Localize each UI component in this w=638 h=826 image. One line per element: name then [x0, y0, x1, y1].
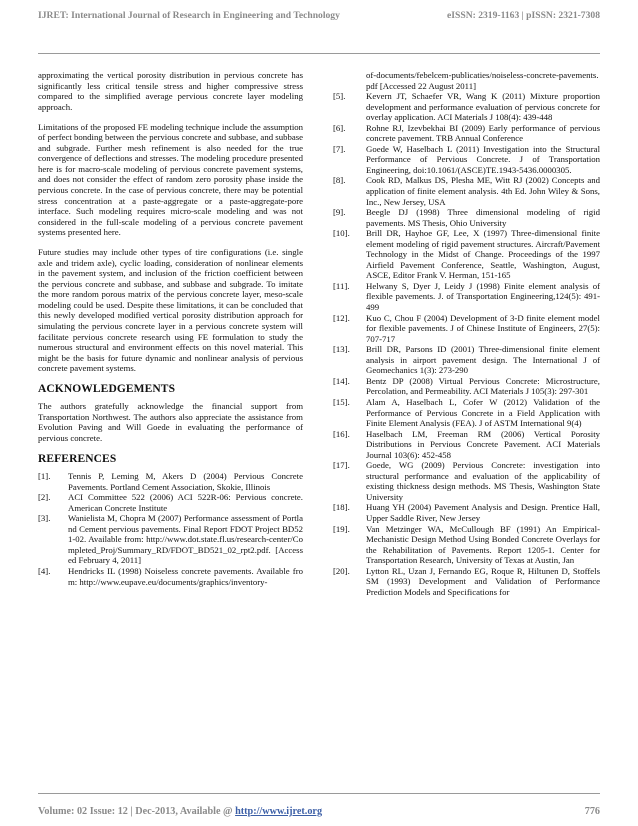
- reference-number: [20].: [333, 565, 350, 576]
- reference-item: [333, 566, 600, 598]
- reference-text: Lytton RL, Uzan J, Fernando EG, Roque R, Hiltunen D, Stoffels SM (1993) Development and Validation of Performance Prediction Models and Specifications for: [366, 565, 600, 597]
- page-header: [38, 10, 600, 21]
- reference-continuation: of-documents/febelcem-publicaties/noiseless-concrete-pavements.pdf [Accessed 22 August 2011]: [366, 70, 599, 91]
- reference-number: [17].: [333, 460, 350, 471]
- reference-text: Alam A, Haselbach L, Cofer W (2012) Validation of the Performance of Pervious Concrete in a Field Application with Finite Element Analysis (FEA). J of ASTM International 9(4): [366, 396, 600, 429]
- reference-text: Goede, WG (2009) Pervious Concrete: investigation into structural performance and evaluation of the applicability of existing thickness design methods. MS Thesis, Washington State University: [366, 460, 600, 502]
- reference-item: [333, 281, 600, 313]
- reference-number: [18].: [333, 502, 350, 513]
- acknowledgements-heading: ACKNOWLEDGEMENTS: [38, 382, 176, 395]
- reference-number: [14].: [333, 375, 350, 386]
- reference-text: Brill DR, Hayhoe GF, Lee, X (1997) Three-dimensional finite element modeling of rigid pavement structures. Aircraft/Pavement Technology in the Midst of Change. Proceedings of the 1997 Airfield Pavement Conference, Seattle, Washington, August, ASCE, Editor Frank V. Herman, 151-165: [366, 228, 600, 281]
- reference-text: Kuo C, Chou F (2004) Development of 3-D finite element model for flexible pavements. J of Chinese Institute of Engineers, 27(5): 707-717: [366, 312, 600, 344]
- reference-item: [333, 524, 600, 566]
- references-heading: REFERENCES: [38, 452, 117, 465]
- reference-text: Helwany S, Dyer J, Leidy J (1998) Finite element analysis of flexible pavements. J. of Transportation Engineering,124(5): 491-499: [366, 280, 600, 313]
- reference-number: [11].: [333, 280, 350, 291]
- reference-number: [10].: [333, 228, 350, 239]
- reference-number: [6].: [333, 122, 346, 133]
- page-footer: [38, 806, 600, 817]
- reference-item: [333, 123, 600, 144]
- paragraph-3: Future studies may include other types of tire configurations (i.e. single axle and tridem axle), cyclic loading, consideration of nonlinear elements in the pavement system, and inclusion of the friction coefficient between the pervious concrete and subbase, and subbase and subgrade. To imitate the more random porous matrix of the pervious concrete layer, meso-scale modeling could be used. Despite these limitations, it can be concluded that this newly developed modified vertical porosity distribution approach for simulating the pervious concrete layer in a pervious concrete system will facilitate pervious concrete research using FE formulation to study the numerous structural and environment effects on this novel material. This might be the basis for future dynamic and nonlinear analysis of pervious concrete pavement systems.: [38, 247, 303, 374]
- reference-number: [4].: [38, 565, 51, 576]
- reference-item: [333, 175, 600, 207]
- reference-item: [38, 513, 303, 566]
- reference-item: [333, 460, 600, 502]
- reference-text: Kevern JT, Schaefer VR, Wang K (2011) Mixture proportion development and performance evaluation of pervious concrete for overlay application. ACI Materials J 108(4): 439-448: [366, 91, 600, 123]
- reference-text: Cook RD, Malkus DS, Plesha ME, Witt RJ (2002) Concepts and application of finite element analysis. 4th Ed. John Wiley & Sons, Inc., New Jersey, USA: [366, 175, 600, 207]
- reference-item: [333, 207, 600, 228]
- reference-item: [333, 313, 600, 345]
- acknowledgements-text: The authors gratefully acknowledge the financial support from Transportation Northwest. The authors also appreciate the assistance from Evolution Paving and Will Goede in evaluating the performance of pervious concrete.: [38, 401, 303, 443]
- reference-number: [7].: [333, 143, 346, 154]
- footer-rule: [38, 793, 600, 794]
- reference-number: [15].: [333, 396, 350, 407]
- reference-text: Brill DR, Parsons ID (2001) Three-dimensional finite element analysis in airport pavement design. The International J of Geomechanics 1(3): 273-290: [366, 344, 600, 376]
- reference-text: Huang YH (2004) Pavement Analysis and Design. Prentice Hall, Upper Saddle River, New Jersey: [366, 502, 600, 523]
- reference-number: [3].: [38, 513, 51, 524]
- journal-title: IJRET: International Journal of Research in Engineering and Technology: [38, 10, 340, 21]
- reference-number: [12].: [333, 312, 350, 323]
- reference-text: Haselbach LM, Freeman RM (2006) Vertical Porosity Distributions in Pervious Concrete Pavement. ACI Materials Journal 103(6): 452-458: [366, 428, 600, 460]
- reference-item: [333, 228, 600, 281]
- reference-text: ACI Committee 522 (2006) ACI 522R-06: Pervious concrete. American Concrete Institute: [68, 492, 303, 513]
- reference-text: Tennis P, Leming M, Akers D (2004) Pervious Concrete Pavements. Portland Cement Association, Skokie, Illinois: [68, 471, 303, 492]
- reference-text: Beegle DJ (1998) Three dimensional modeling of rigid pavements. MS Thesis, Ohio University: [366, 207, 600, 228]
- reference-item: [333, 397, 600, 429]
- reference-number: [5].: [333, 91, 346, 102]
- reference-text: Bentz DP (2008) Virtual Pervious Concrete: Microstructure, Percolation, and Permeability. ACI Materials J 105(3): 297-301: [366, 375, 600, 397]
- page-number: 776: [584, 806, 600, 817]
- reference-number: [13].: [333, 344, 350, 355]
- left-column: [38, 70, 303, 587]
- reference-item: [333, 502, 600, 523]
- header-rule: [38, 53, 600, 54]
- reference-item: [333, 344, 600, 376]
- reference-text: Rohne RJ, Izevbekhai BI (2009) Early performance of pervious concrete pavement. TRB Annual Conference: [366, 122, 600, 144]
- reference-text: Van Metzinger WA, McCullough BF (1991) An Empirical-Mechanistic Design Method Using Bonded Concrete Overlays for the Rehabilitation of Pavements. Report 1205-1. Center for Transportation Research, University of Texas at Austin, Jan: [366, 523, 600, 566]
- reference-list-right: [333, 91, 600, 597]
- reference-number: [19].: [333, 523, 350, 534]
- paragraph-1: approximating the vertical porosity distribution in pervious concrete has significantly less critical tensile stress and higher compressive stress compared to the simplified average pervious concrete layer modeling approach.: [38, 70, 303, 112]
- reference-list-left: [38, 471, 303, 587]
- journal-link[interactable]: http://www.ijret.org: [235, 806, 323, 817]
- reference-number: [1].: [38, 471, 51, 482]
- reference-item: [333, 144, 600, 176]
- reference-number: [16].: [333, 428, 350, 439]
- reference-item: [333, 376, 600, 397]
- reference-text: Goede W, Haselbach L (2011) Investigation into the Structural Performance of Pervious Concrete. J of Transportation Engineering, doi:10.1061/(ASCE)TE.1943-5436.0000305.: [366, 143, 600, 175]
- reference-text: Wanielista M, Chopra M (2007) Performance assessment of Portland Cement pervious pavements. Final Report FDOT Project BD521-02. Available from: http://www.dot.state.fl.us/research-center/Completed_Proj/Summary_RD/FDOT_BD521_02_rpt2.pdf. [Accessed February 4, 2011]: [68, 513, 303, 566]
- reference-number: [8].: [333, 175, 346, 186]
- reference-text: Hendricks IL (1998) Noiseless concrete pavements. Available from: http://www.eupave.eu/documents/graphics/inventory-: [68, 565, 303, 587]
- reference-item: [38, 492, 303, 513]
- right-column: [333, 70, 600, 597]
- reference-item: [38, 471, 303, 492]
- reference-item: [333, 429, 600, 461]
- reference-number: [2].: [38, 492, 51, 503]
- issn: eISSN: 2319-1163 | pISSN: 2321-7308: [447, 10, 600, 21]
- footer-volume-text: Volume: 02 Issue: 12 | Dec-2013, Available @: [38, 806, 236, 817]
- footer-volume: [38, 806, 322, 817]
- reference-number: [9].: [333, 207, 346, 218]
- paragraph-2: Limitations of the proposed FE modeling technique include the assumption of perfect bonding between the pervious concrete and subbase, and subbase and subgrade. Further mesh refinement is also needed for the true convergence of deflections and stresses. The modeling procedure presented here is for macro-scale modeling of pervious concrete pavement systems, and does not consider the effect of random zero porosity phase inside the pervious concrete. In the case of pervious concrete, there may be potential stress concentration at a paste-aggregate or a paste-aggregate-pore interface. Such modeling requires micro-scale modeling and was not considered in the full-scale modeling of a pervious concrete pavement systems presented here.: [38, 121, 303, 238]
- reference-item: [333, 91, 600, 123]
- reference-item: [38, 566, 303, 587]
